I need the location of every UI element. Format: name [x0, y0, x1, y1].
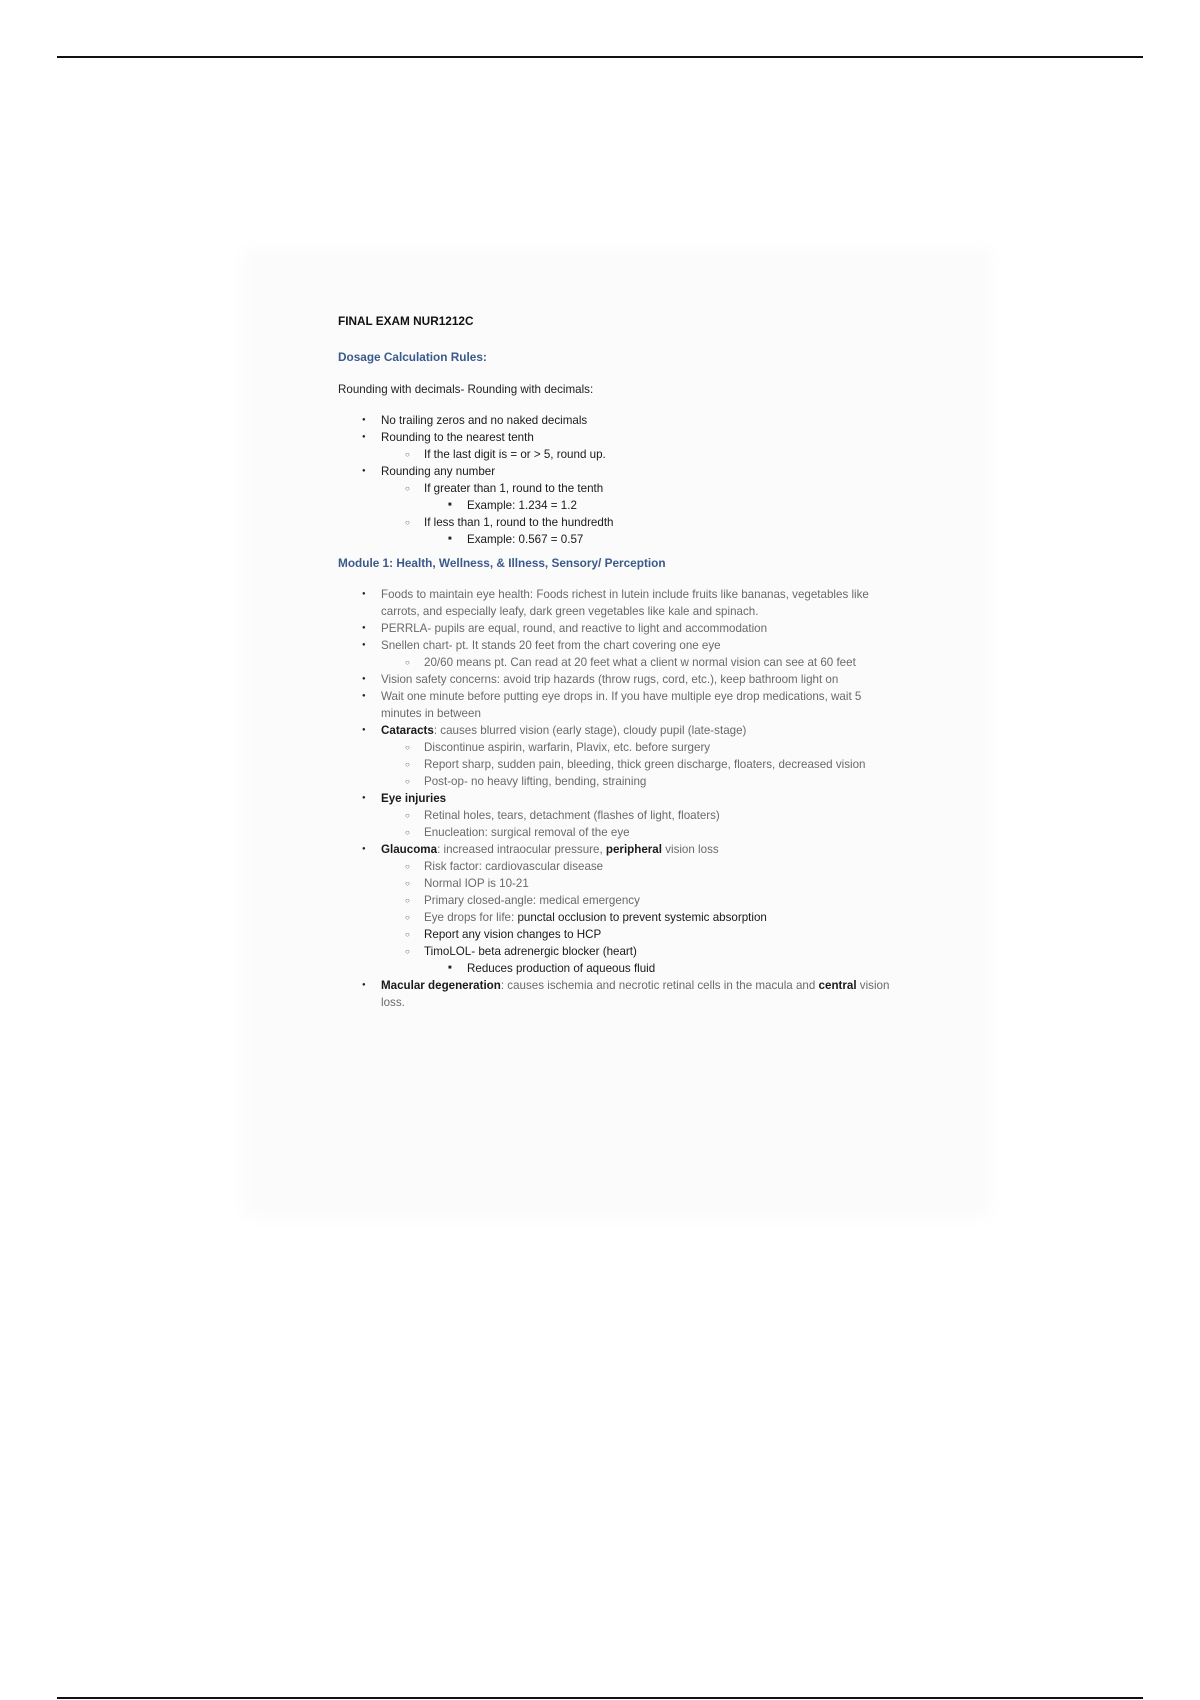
list-item-text: Rounding any number: [381, 465, 496, 478]
macular-emphasis: central: [818, 979, 857, 992]
list-item: [338, 586, 898, 620]
list-item-text: Report sharp, sudden pain, bleeding, thick green discharge, floaters, decreased vision: [424, 758, 866, 771]
list-item: [338, 722, 898, 790]
list-item-text: 20/60 means pt. Can read at 20 feet what a client w normal vision can see at 60 feet: [424, 656, 856, 669]
list-item-text: Reduces production of aqueous fluid: [467, 962, 656, 975]
list-item-text: punctal occlusion to prevent systemic absorption: [517, 911, 767, 924]
list-item: [381, 909, 898, 926]
document-content: [338, 313, 898, 1011]
list-item: [424, 497, 898, 514]
list-item: [338, 463, 898, 548]
list-item-text: Example: 0.567 = 0.57: [467, 533, 584, 546]
list-item: [424, 531, 898, 548]
cataracts-label: Cataracts: [381, 724, 434, 737]
list-item-text: : increased intraocular pressure,: [437, 843, 606, 856]
list-item: [381, 756, 898, 773]
list-item-text: vision loss.: [381, 979, 890, 1009]
dosage-intro: Rounding with decimals- Rounding with decimals:: [338, 383, 594, 396]
list-item: [338, 688, 898, 722]
list-item-text: : causes blurred vision (early stage), cloudy pupil (late-stage): [433, 724, 747, 737]
list-item-text: Example: 1.234 = 1.2: [467, 499, 577, 512]
list-item: [381, 480, 898, 514]
list-item-text: Rounding to the nearest tenth: [381, 431, 534, 444]
list-item-text: Eye drops for life:: [424, 911, 518, 924]
list-item-text: PERRLA- pupils are equal, round, and reactive to light and accommodation: [381, 622, 768, 635]
list-item: [338, 841, 898, 977]
list-item: [381, 773, 898, 790]
list-item: [338, 637, 898, 671]
list-item-text: Wait one minute before putting eye drops in. If you have multiple eye drop medications, wait 5 minutes in between: [381, 690, 862, 720]
list-item-text: Primary closed-angle: medical emergency: [424, 894, 640, 907]
list-item: [338, 412, 898, 429]
bottom-rule: [57, 1697, 1143, 1699]
macular-label: Macular degeneration: [381, 979, 501, 992]
list-item: [381, 943, 898, 977]
list-item-text: Normal IOP is 10-21: [424, 877, 529, 890]
list-item-text: Snellen chart- pt. It stands 20 feet from the chart covering one eye: [381, 639, 721, 652]
list-item-text: Risk factor: cardiovascular disease: [424, 860, 604, 873]
list-item: [338, 790, 898, 841]
list-item-text: Discontinue aspirin, warfarin, Plavix, etc. before surgery: [424, 741, 711, 754]
list-item: [338, 671, 898, 688]
document-title: FINAL EXAM NUR1212C: [338, 314, 474, 328]
glaucoma-label: Glaucoma: [381, 843, 438, 856]
list-item-text: If the last digit is = or > 5, round up.: [424, 448, 606, 461]
list-item: [338, 977, 898, 1011]
list-item: [381, 514, 898, 548]
list-item-text: Foods to maintain eye health: Foods richest in lutein include fruits like bananas, vegetables like carrots, and especially leafy, dark green vegetables like kale and spinach.: [381, 588, 869, 618]
module1-section: [338, 586, 898, 1011]
list-item: [381, 892, 898, 909]
list-item-text: Post-op- no heavy lifting, bending, straining: [424, 775, 647, 788]
list-item-text: If greater than 1, round to the tenth: [424, 482, 604, 495]
list-item: [381, 654, 898, 671]
module1-heading: Module 1: Health, Wellness, & Illness, Sensory/ Perception: [338, 556, 666, 570]
list-item: [338, 429, 898, 463]
list-item: [381, 824, 898, 841]
glaucoma-emphasis: peripheral: [605, 843, 662, 856]
list-item-text: If less than 1, round to the hundredth: [424, 516, 614, 529]
list-item-text: Vision safety concerns: avoid trip hazards (throw rugs, cord, etc.), keep bathroom light on: [381, 673, 839, 686]
list-item: [381, 858, 898, 875]
list-item-text: Report any vision changes to HCP: [424, 928, 602, 941]
list-item-text: vision loss: [661, 843, 719, 856]
dosage-list: [338, 412, 898, 548]
list-item-text: : causes ischemia and necrotic retinal cells in the macula and: [500, 979, 819, 992]
list-item-text: Retinal holes, tears, detachment (flashes of light, floaters): [424, 809, 720, 822]
list-item: [381, 926, 898, 943]
list-item: [424, 960, 898, 977]
list-item: [381, 739, 898, 756]
list-item: [381, 807, 898, 824]
list-item: [338, 620, 898, 637]
dosage-heading: Dosage Calculation Rules:: [338, 350, 487, 364]
list-item-text: TimoLOL- beta adrenergic blocker (heart): [424, 945, 637, 958]
top-rule: [57, 56, 1143, 58]
list-item-text: No trailing zeros and no naked decimals: [381, 414, 588, 427]
list-item-text: Enucleation: surgical removal of the eye: [424, 826, 630, 839]
module1-list: [338, 586, 898, 1011]
eye-injuries-label: Eye injuries: [381, 792, 447, 805]
list-item: [381, 446, 898, 463]
list-item: [381, 875, 898, 892]
